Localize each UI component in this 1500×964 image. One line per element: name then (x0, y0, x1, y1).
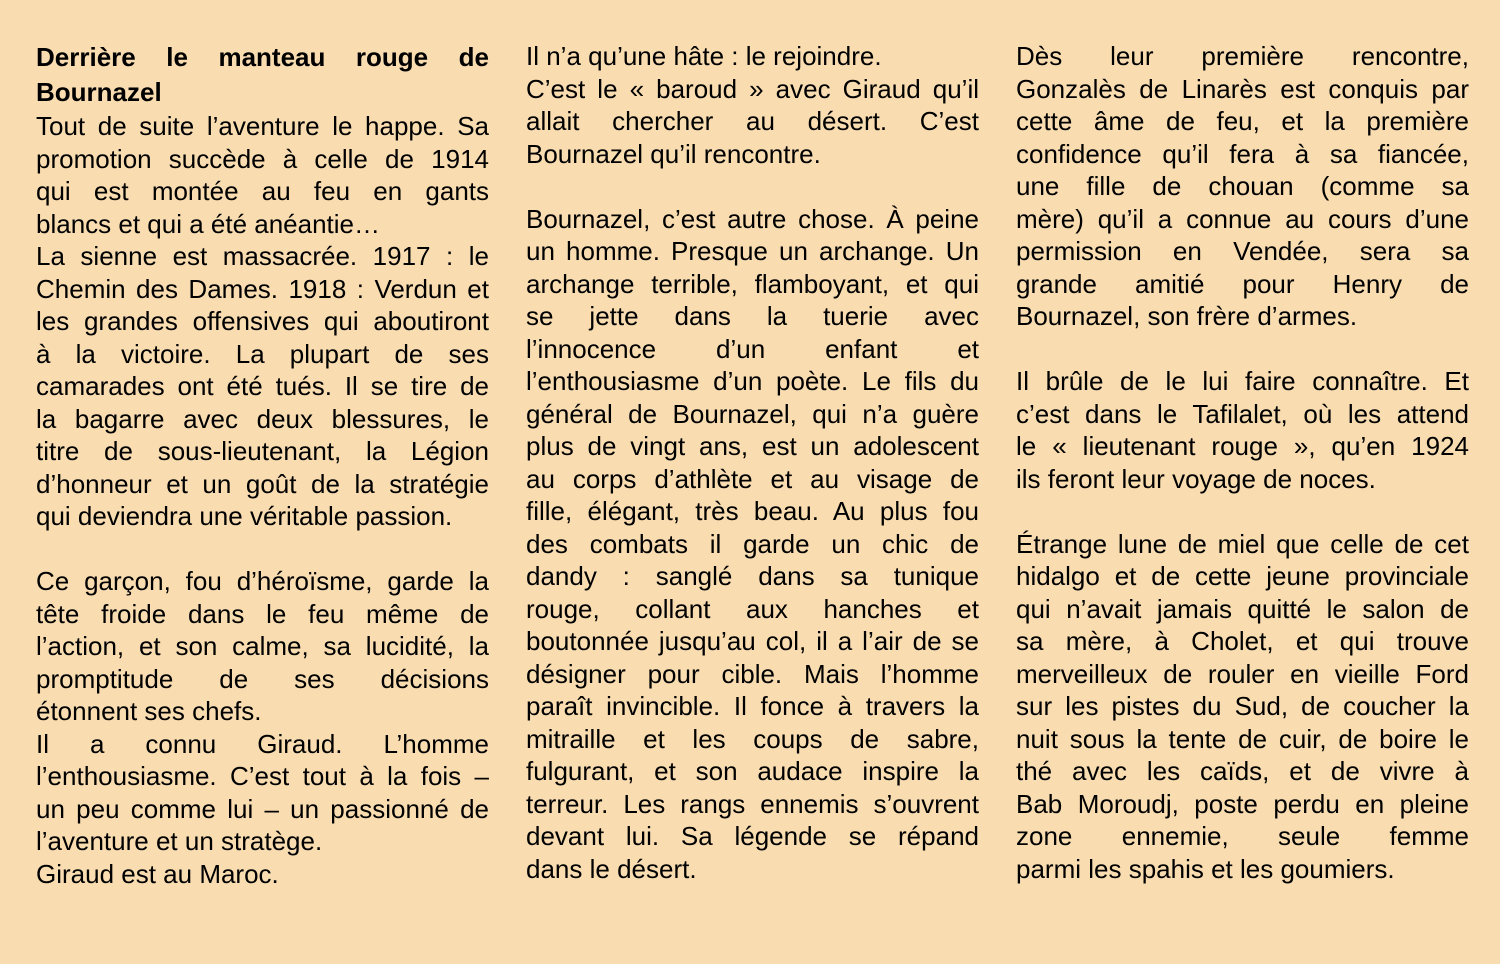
text-line: Il n’a qu’une hâte : le rejoindre. (526, 41, 882, 71)
text-line: dans le désert. (526, 853, 697, 884)
text-line: qui est montée au feu en gants (36, 176, 489, 206)
text-line: archange terrible, flamboyant, et qui (526, 268, 979, 299)
text-line: grande amitié pour Henry de (1016, 268, 1469, 299)
text-line: cette âme de feu, et la première (1016, 106, 1469, 136)
text-line: dandy : sanglé dans sa tunique (526, 561, 979, 591)
title-line: Derrière le manteau rouge de (36, 42, 489, 72)
text-line: désigner pour cible. Mais l’homme (526, 658, 979, 689)
text-line: étonnent ses chefs. (36, 696, 262, 726)
text-line: hidalgo et de cette jeune provinciale (1016, 561, 1469, 591)
text-line: titre de sous-lieutenant, la Légion (36, 436, 489, 466)
column-3 (1016, 40, 1469, 885)
text-line: un peu comme lui – un passionné de (36, 793, 489, 824)
text-line: Étrange lune de miel que celle de cet (1016, 528, 1469, 559)
text-line: zone ennemie, seule femme (1016, 821, 1469, 851)
text-line: fille, élégant, très beau. Au plus fou (526, 496, 979, 526)
text-line: Dès leur première rencontre, (1016, 41, 1469, 71)
paragraph (36, 565, 489, 728)
title-line: Bournazel (36, 77, 162, 107)
text-line: C’est le « baroud » avec Giraud qu’il (526, 73, 979, 104)
paragraph-spacer (526, 170, 979, 203)
paragraph (1016, 40, 1469, 333)
column-2 (526, 40, 979, 885)
text-line: nuit sous la tente de cuir, de boire le (1016, 723, 1469, 754)
text-line: devant lui. Sa légende se répand (526, 821, 979, 851)
text-line: les grandes offensives qui aboutiront (36, 306, 489, 336)
text-line: Giraud est au Maroc. (36, 858, 279, 889)
paragraph-spacer (1016, 495, 1469, 528)
text-line: plus de vingt ans, est un adolescent (526, 431, 979, 461)
text-line: paraît invincible. Il fonce à travers la (526, 691, 979, 721)
paragraph (36, 110, 489, 240)
text-line: c’est dans le Tafilalet, où les attend (1016, 398, 1469, 429)
text-line: Bab Moroudj, poste perdu en pleine (1016, 788, 1469, 819)
text-line: des combats il garde un chic de (526, 528, 979, 559)
text-line: d’honneur et un goût de la stratégie (36, 468, 489, 499)
text-line: blancs et qui a été anéantie… (36, 208, 381, 239)
text-line: Chemin des Dames. 1918 : Verdun et (36, 273, 489, 304)
paragraph-spacer (1016, 333, 1469, 366)
text-line: terreur. Les rangs ennemis s’ouvrent (526, 788, 979, 819)
text-line: une fille de chouan (comme sa (1016, 171, 1469, 201)
text-line: Bournazel, son frère d’armes. (1016, 301, 1358, 331)
text-line: fulgurant, et son audace inspire la (526, 756, 979, 786)
text-line: boutonnée jusqu’au col, il a l’air de se (526, 626, 979, 656)
text-line: mère) qu’il a connue au cours d’une (1016, 203, 1469, 234)
text-line: l’aventure et un stratège. (36, 826, 323, 856)
text-line: la bagarre avec deux blessures, le (36, 403, 489, 434)
text-line: Bournazel qu’il rencontre. (526, 138, 821, 169)
text-line: l’action, et son calme, sa lucidité, la (36, 631, 489, 661)
text-line: le « lieutenant rouge », qu’en 1924 (1016, 431, 1469, 461)
article-title (36, 40, 489, 110)
text-line: parmi les spahis et les goumiers. (1016, 853, 1395, 884)
paragraph-spacer (36, 533, 489, 566)
text-line: promotion succède à celle de 1914 (36, 143, 489, 174)
text-line: camarades ont été tués. Il se tire de (36, 371, 489, 401)
paragraph (1016, 365, 1469, 495)
paragraph (36, 728, 489, 858)
text-line: allait chercher au désert. C’est (526, 106, 979, 136)
paragraph (526, 203, 979, 886)
text-line: l’innocence d’un enfant et (526, 333, 979, 364)
paragraph (526, 40, 979, 73)
paragraph (526, 73, 979, 171)
text-line: à la victoire. La plupart de ses (36, 338, 489, 369)
paragraph (36, 240, 489, 533)
text-line: sur les pistes du Sud, de coucher la (1016, 691, 1469, 721)
text-line: l’enthousiasme. C’est tout à la fois – (36, 761, 489, 791)
text-line: Ce garçon, fou d’héroïsme, garde la (36, 566, 489, 596)
paragraph (1016, 528, 1469, 886)
text-line: Il a connu Giraud. L’homme (36, 728, 489, 759)
text-line: qui deviendra une véritable passion. (36, 501, 453, 531)
text-line: l’enthousiasme d’un poète. Le fils du (526, 366, 979, 396)
paragraph (36, 858, 489, 891)
text-line: tête froide dans le feu même de (36, 598, 489, 629)
text-line: mitraille et les coups de sabre, (526, 723, 979, 754)
text-line: La sienne est massacrée. 1917 : le (36, 241, 489, 271)
text-line: un homme. Presque un archange. Un (526, 236, 979, 266)
text-line: se jette dans la tuerie avec (526, 301, 979, 331)
text-line: Gonzalès de Linarès est conquis par (1016, 73, 1469, 104)
text-line: Il brûle de le lui faire connaître. Et (1016, 366, 1469, 396)
text-line: rouge, collant aux hanches et (526, 593, 979, 624)
column-1 (36, 40, 489, 890)
text-line: confidence qu’il fera à sa fiancée, (1016, 138, 1469, 169)
text-line: promptitude de ses décisions (36, 663, 489, 694)
text-line: permission en Vendée, sera sa (1016, 236, 1469, 266)
text-line: ils feront leur voyage de noces. (1016, 463, 1376, 494)
text-line: au corps d’athlète et au visage de (526, 463, 979, 494)
text-line: sa mère, à Cholet, et qui trouve (1016, 626, 1469, 656)
text-line: Bournazel, c’est autre chose. À peine (526, 203, 979, 234)
text-line: thé avec les caïds, et de vivre à (1016, 756, 1469, 786)
text-line: qui n’avait jamais quitté le salon de (1016, 593, 1469, 624)
text-line: merveilleux de rouler en vieille Ford (1016, 658, 1469, 689)
text-line: Tout de suite l’aventure le happe. Sa (36, 111, 489, 141)
text-line: général de Bournazel, qui n’a guère (526, 398, 979, 429)
